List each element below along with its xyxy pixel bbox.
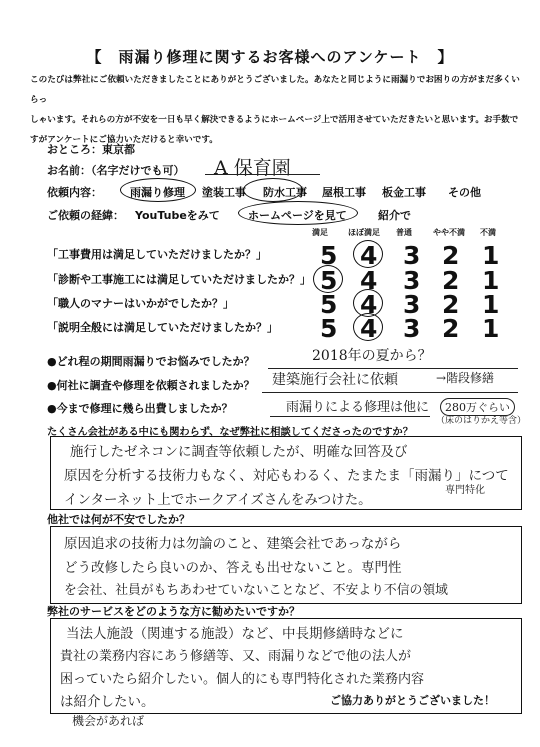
period-answer: 2018年の夏から？: [312, 348, 432, 364]
request-label: 依頼内容：: [47, 186, 102, 199]
intro-line: しゃいます。それらの方が不安を一日も早く解決できるようにホームページ上で活用させていただきたいと思います。お手数で: [30, 115, 519, 125]
request-option: その他: [448, 186, 481, 199]
address-label: おところ：: [47, 143, 102, 156]
rating-score: 4: [360, 290, 378, 319]
rating-score: 2: [442, 241, 460, 270]
rating-score: 1: [482, 241, 500, 270]
rating-header: 普通: [396, 228, 412, 237]
selection-circle: [120, 178, 196, 202]
recommend-line: 当法人施設（関連する施設）など、中長期修繕時などに: [66, 626, 404, 642]
rating-question: 「診断や工事施工には満足していただけましたか？」: [47, 273, 311, 286]
address-value: 東京都: [102, 143, 135, 156]
thanks-text: ご協力ありがとうございました！: [330, 694, 495, 707]
selection-circle: [243, 178, 303, 202]
rating-score: 1: [482, 314, 500, 343]
period-label: ●どれ程の期間雨漏りでお悩みでしたか？: [47, 355, 255, 368]
rating-score: 3: [403, 241, 421, 270]
rating-selected-circle: [313, 265, 343, 293]
request-option: 板金工事: [382, 186, 426, 199]
rating-score: 3: [403, 314, 421, 343]
selection-circle: [238, 201, 358, 225]
recommend-line: 貴社の業務内容にあう修繕等、又、雨漏りなどで他の法人が: [60, 649, 412, 664]
name-label: お名前：（名字だけでも可）: [47, 164, 185, 177]
rating-score: 4: [360, 241, 378, 270]
reason-note: 専門特化: [445, 485, 485, 496]
intro-text: [30, 70, 520, 150]
worry-label: 他社では何が不安でしたか？: [47, 513, 190, 526]
cost-note: （床のはりかえ等含）: [436, 416, 527, 426]
route-option: 紹介で: [378, 209, 411, 222]
cost-note: 280万ぐらい: [440, 398, 515, 416]
name-value: A 保育園: [214, 157, 291, 179]
request-option: 塗装工事: [202, 186, 246, 199]
rating-question: 「職人のマナーはいかがでしたか？」: [47, 297, 234, 310]
rating-score: 5: [320, 314, 338, 343]
request-option: 防水工事: [263, 186, 307, 199]
rating-score: 3: [403, 290, 421, 319]
address-row: [47, 141, 135, 157]
reason-line: インターネット上でホークアイズさんをみつけた。: [64, 492, 372, 508]
rating-selected-circle: [353, 313, 383, 341]
intro-line: このたびは弊社にご依頼いただきましたことにありがとうございました。あなたと同じように雨漏りでお困りの方がまだ多くいらっ: [30, 75, 520, 105]
rating-question: 「説明全般には満足していただけましたか？」: [47, 321, 278, 334]
reason-label: たくさん会社がある中にも関わらず、なぜ弊社に相談してくださったのですか？: [47, 427, 413, 438]
other-label: ●何社に調査や修理を依頼されましたか？: [47, 379, 255, 392]
rating-score: 4: [360, 314, 378, 343]
name-underline: [205, 174, 320, 175]
recommend-label: 弊社のサービスをどのような方に勧めたいですか？: [47, 605, 300, 618]
recommend-line: 困っていたら紹介したい。個人的にも専門特化された業務内容: [60, 672, 425, 687]
rating-score: 2: [442, 266, 460, 295]
rating-header: ほぼ満足: [348, 228, 380, 237]
request-option: 雨漏り修理: [130, 186, 185, 199]
rating-score: 1: [482, 266, 500, 295]
survey-title: 【 雨漏り修理に関するお客様へのアンケート 】: [86, 48, 454, 66]
other-answer: 建築施行会社に依頼: [272, 372, 398, 388]
route-option: YouTubeをみて: [135, 209, 220, 222]
rating-score: 5: [320, 241, 338, 270]
rating-header: やや不満: [433, 228, 465, 237]
route-label: ご依頼の経緯：: [47, 209, 124, 222]
reason-line: 施行したゼネコンに調査等依頼したが、明確な回答及び: [70, 444, 408, 460]
other-note: →階段修繕: [436, 371, 495, 385]
rating-score: 5: [320, 290, 338, 319]
rating-score: 1: [482, 290, 500, 319]
rating-question: 「工事費用は満足していただけましたか？」: [47, 248, 267, 261]
answer-underline: [270, 416, 430, 417]
rating-score: 2: [442, 314, 460, 343]
route-option: ホームページを見て: [248, 209, 347, 222]
cost-answer: 雨漏りによる修理は他に: [286, 400, 430, 415]
answer-underline: [262, 392, 518, 393]
rating-score: 4: [360, 266, 378, 295]
rating-header: 不満: [480, 228, 496, 237]
worry-line: を会社、社員がもちあわせていないことなど、不安より不信の領域: [64, 583, 448, 598]
cost-label: ●今まで修理に幾ら出費しましたか？: [47, 402, 233, 415]
intro-line: すがアンケートにご協力いただけると幸いです。: [30, 135, 218, 145]
reason-line: 原因を分析する技術力もなく、対応もわるく、たまたま「雨漏り」につて: [64, 468, 509, 484]
rating-score: 2: [442, 290, 460, 319]
recommend-note: 機会があれば: [72, 714, 145, 728]
rating-score: 3: [403, 266, 421, 295]
worry-line: 原因追求の技術力は勿論のこと、建築会社であっながら: [64, 536, 402, 552]
rating-header: 満足: [312, 228, 328, 237]
rating-selected-circle: [353, 240, 383, 268]
recommend-line: は紹介したい。: [60, 694, 155, 710]
worry-line: どう改修したら良いのか、答えも出せないこと。専門性: [64, 560, 402, 576]
rating-score: 5: [320, 266, 338, 295]
request-option: 屋根工事: [322, 186, 366, 199]
